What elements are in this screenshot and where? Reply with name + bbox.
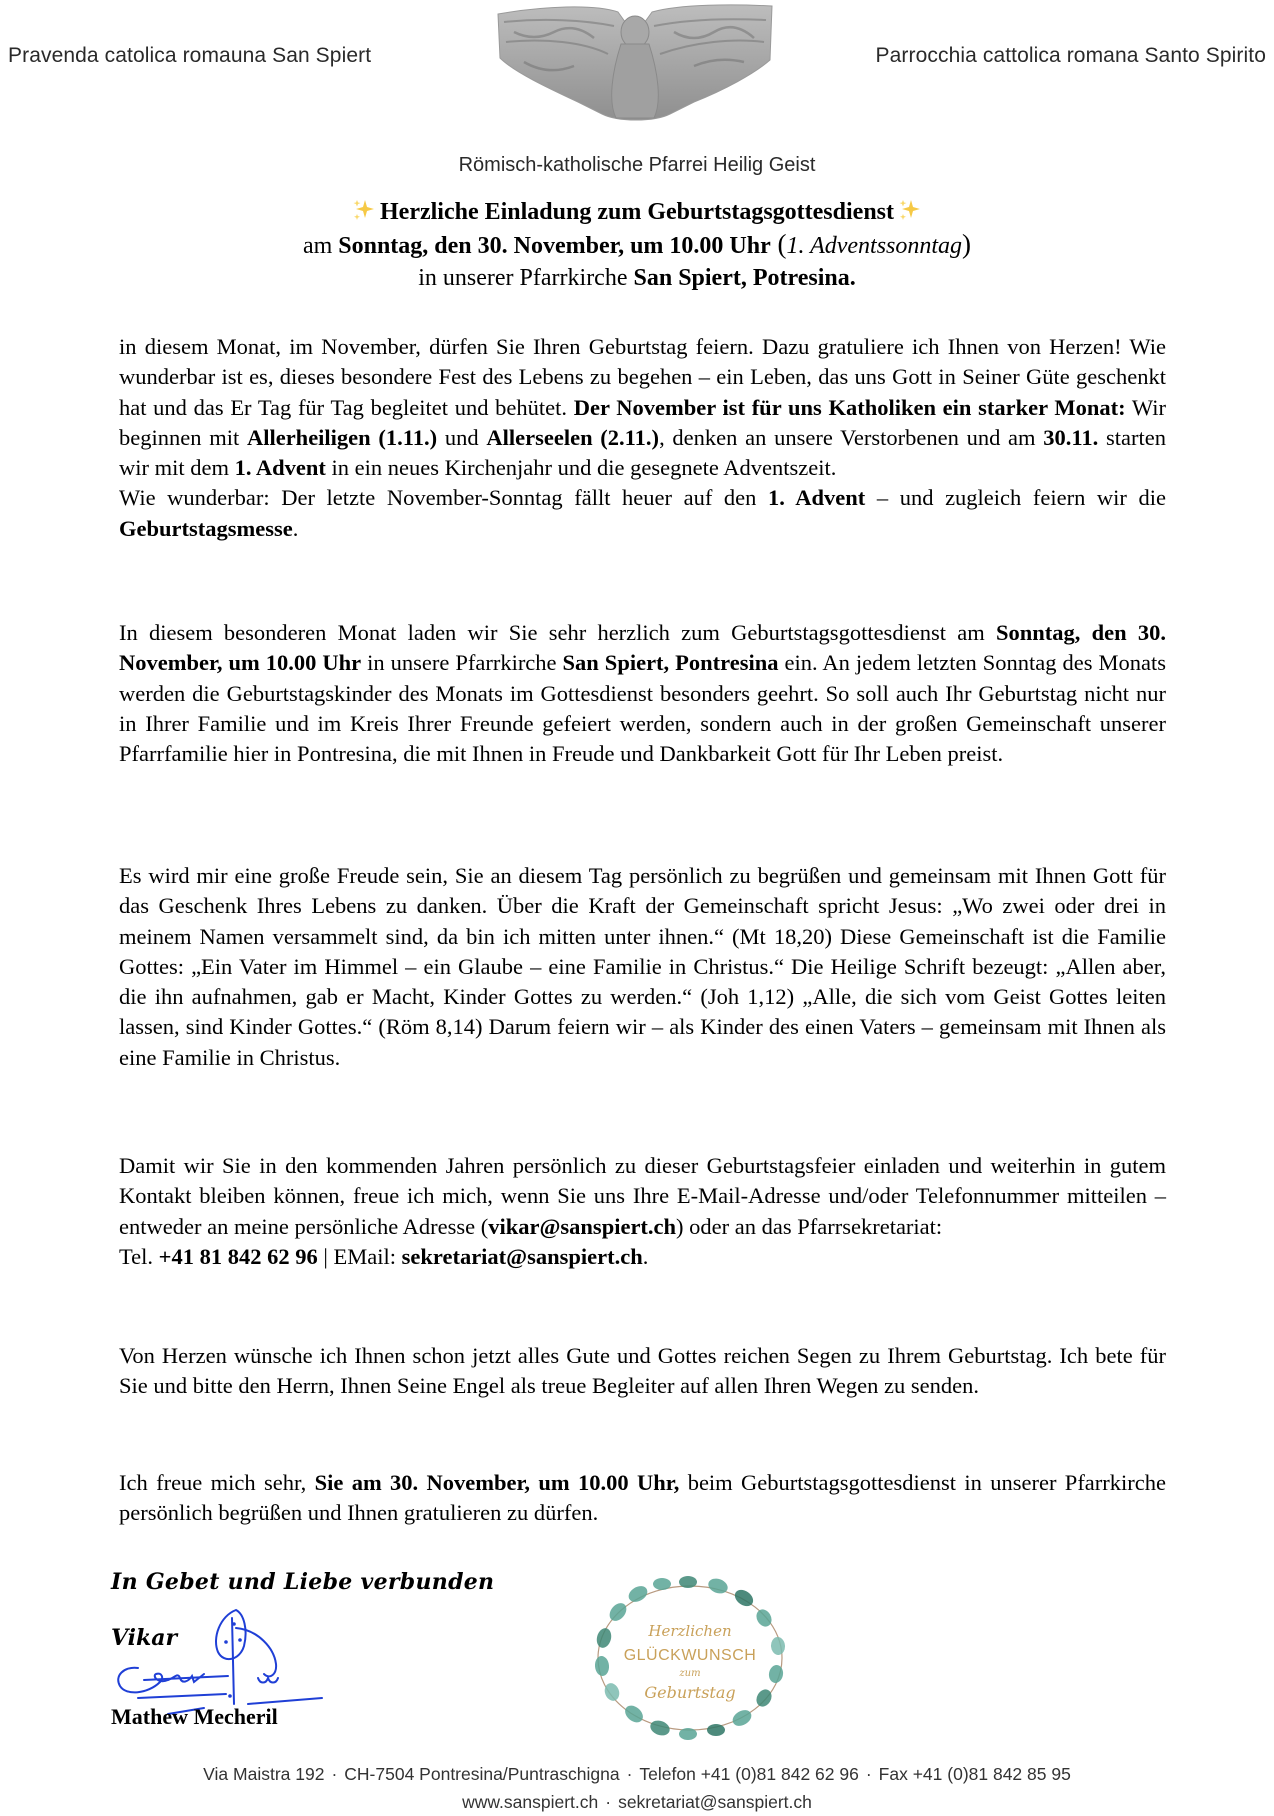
bold-text: San Spiert, Pontresina <box>562 650 779 676</box>
text: in diesem Monat, im November, dürfen Sie Ihren Geburtstag feiern. Dazu gratuliere ich Ihnen von Herzen! Wie wunderbar ist es, dieses besondere Fest des Lebens zu begehen – ein Leben, das uns Gott in Seiner Güte geschenkt hat und das Er Tag für Tag begleitet und behütet. <box>119 334 1166 420</box>
bold-text: 1. Advent <box>768 485 866 511</box>
footer-city: CH-7504 Pontresina/Puntraschigna <box>344 1764 620 1784</box>
text: . <box>642 1243 649 1269</box>
footer-phone: Telefon +41 (0)81 842 62 96 <box>639 1764 859 1784</box>
paragraph-2 <box>119 618 1166 769</box>
date-prefix: am <box>302 233 339 259</box>
text: , denken an unsere Verstorbenen und am <box>659 424 1044 450</box>
svg-text:zum: zum <box>679 1668 701 1679</box>
bold-text: 30.11. <box>1043 424 1099 450</box>
text: Wie wunderbar: Der letzte November-Sonntag fällt heuer auf den <box>119 485 769 511</box>
footer-email-link[interactable]: sekretariat@sanspiert.ch <box>618 1792 812 1812</box>
separator: · <box>331 1764 338 1784</box>
stone-dove-relief-logo-icon <box>484 2 786 124</box>
signatory-title: Vikar <box>111 1625 178 1651</box>
paren-open: ( <box>770 229 787 259</box>
invitation-location-line <box>0 262 1274 294</box>
sparkles-icon <box>352 198 376 222</box>
footer-street: Via Maistra 192 <box>203 1764 325 1784</box>
footer-website-link[interactable]: www.sanspiert.ch <box>462 1792 599 1812</box>
text: – und zugleich feiern wir die <box>865 485 1167 511</box>
eucalyptus-wreath-icon <box>578 1574 803 1744</box>
text: . <box>292 515 299 541</box>
signatory-name: Mathew Mecheril <box>111 1704 278 1729</box>
text: ) oder an das Pfarrsekretariat: <box>676 1213 943 1239</box>
footer <box>0 1760 1274 1816</box>
paragraph-6 <box>119 1468 1166 1529</box>
text: Damit wir Sie in den kommenden Jahren persönlich zu dieser Geburtstagsfeier einladen und weiterhin in gutem Kontakt bleiben können, freue ich mich, wenn Sie uns Ihre E-Mail-Adresse und/oder Telefonnummer mitteilen – entweder an meine persönliche Adresse ( <box>119 1153 1166 1239</box>
sparkles-icon <box>898 198 922 222</box>
svg-text:Herzlichen: Herzlichen <box>648 1622 732 1640</box>
footer-web-line <box>0 1788 1274 1816</box>
invitation-date-line <box>0 228 1274 262</box>
paragraph-4-contact <box>119 1151 1166 1272</box>
separator: · <box>865 1764 872 1784</box>
text: ein. An jedem letzten Sonntag des Monats werden die Geburtstagskinder des Monats im Gottesdienst besonders geehrt. So soll auch Ihr Geburtstag nicht nur in Ihrer Familie und im Kreis Ihrer Freunde gefeiert werden, sondern auch in der großen Gemeinschaft unserer Pfarrfamilie hier in Pontresina, die mit Ihnen in Freude und Dankbarkeit Gott für Ihr Leben preist. <box>119 650 1166 767</box>
location-prefix: in unserer Pfarrkirche <box>418 265 634 291</box>
parish-name-italian: Parrocchia cattolica romana Santo Spirito <box>875 44 1266 67</box>
separator: · <box>605 1792 612 1812</box>
footer-fax: Fax +41 (0)81 842 85 95 <box>878 1764 1071 1784</box>
text: in ein neues Kirchenjahr und die gesegnete Adventszeit. <box>325 455 837 481</box>
svg-text:GLÜCKWUNSCH: GLÜCKWUNSCH <box>623 1647 757 1664</box>
bold-text: Geburtstagsmesse <box>119 515 293 541</box>
advent-sunday-label: 1. Adventssonntag <box>786 233 963 259</box>
bold-text: 1. Advent <box>234 455 326 481</box>
parish-name-romansh: Pravenda catolica romauna San Spiert <box>8 44 372 67</box>
invitation-heading: Herzliche Einladung zum Geburtstagsgottesdienst <box>380 199 894 225</box>
paragraph-3 <box>119 861 1166 1073</box>
text: Wir beginnen mit <box>119 394 1166 450</box>
invitation-heading-line <box>0 196 1274 228</box>
text: Es wird mir eine große Freude sein, Sie an diesem Tag persönlich zu begrüßen und gemeinsam mit Ihnen Gott für das Geschenk Ihres Lebens zu danken. Über die Kraft der Gemeinschaft spricht Jesus: „Wo zwei oder drei in meinem Namen versammelt sind, da bin ich mitten unter ihnen.“ (Mt 18,20) Diese Gemeinschaft ist die Familie Gottes: „Ein Vater im Himmel – ein Glaube – eine Familie in Christus.“ Die Heilige Schrift bezeugt: „Allen aber, die ihn aufnahmen, gab er Macht, Kinder Gottes zu werden.“ (Joh 1,12) „Alle, die sich vom Geist Gottes leiten lassen, sind Kinder Gottes.“ (Röm 8,14) Darum feiern wir – als Kinder des einen Vaters – gemeinsam mit Ihnen als eine Familie in Christus. <box>119 863 1166 1070</box>
paren-close: ) <box>962 229 972 259</box>
phone-number[interactable]: +41 81 842 62 96 <box>158 1243 318 1269</box>
paragraph-5 <box>119 1341 1166 1402</box>
vikar-email-link[interactable]: vikar@sanspiert.ch <box>488 1213 677 1239</box>
bold-text: Sie am 30. November, um 10.00 Uhr, <box>314 1470 680 1495</box>
sekretariat-email-link[interactable]: sekretariat@sanspiert.ch <box>401 1243 643 1269</box>
separator: · <box>626 1764 633 1784</box>
event-date-time: Sonntag, den 30. November, um 10.00 Uhr <box>338 233 771 259</box>
text: In diesem besonderen Monat laden wir Sie sehr herzlich zum Geburtstagsgottesdienst am <box>119 620 996 645</box>
text: Von Herzen wünsche ich Ihnen schon jetzt alles Gute und Gottes reichen Segen zu Ihrem Geburtstag. Ich bete für Sie und bitte den Herrn, Ihnen Seine Engel als treue Begleiter auf allen Ihren Wegen zu senden. <box>119 1343 1166 1399</box>
invitation-title-block <box>0 196 1274 294</box>
tel-label: Tel. <box>119 1243 159 1269</box>
text: Ich freue mich sehr, <box>119 1470 315 1495</box>
handwritten-signature-icon <box>108 1608 328 1718</box>
text: beim Geburtstagsgottesdienst in unserer Pfarrkirche persönlich begrüßen und Ihnen gratulieren zu dürfen. <box>119 1470 1166 1526</box>
parish-subtitle: Römisch-katholische Pfarrei Heilig Geist <box>458 154 816 176</box>
bold-text: Allerheiligen (1.11.) <box>246 424 438 450</box>
closing-greeting: In Gebet und Liebe verbunden <box>111 1569 495 1595</box>
email-label: | EMail: <box>317 1243 402 1269</box>
text: starten wir mit dem <box>119 424 1167 481</box>
svg-text:Geburtstag: Geburtstag <box>644 1683 736 1702</box>
text: in unsere Pfarrkirche <box>361 650 563 676</box>
paragraph-1 <box>119 332 1166 544</box>
text: und <box>437 424 487 450</box>
footer-address-line <box>0 1760 1274 1788</box>
bold-text: Der November ist für uns Katholiken ein starker Monat: <box>573 394 1126 420</box>
bold-text: Sonntag, den 30. November, um 10.00 Uhr <box>119 620 1166 676</box>
church-location: San Spiert, Potresina. <box>633 265 856 291</box>
bold-text: Allerseelen (2.11.) <box>486 424 660 450</box>
